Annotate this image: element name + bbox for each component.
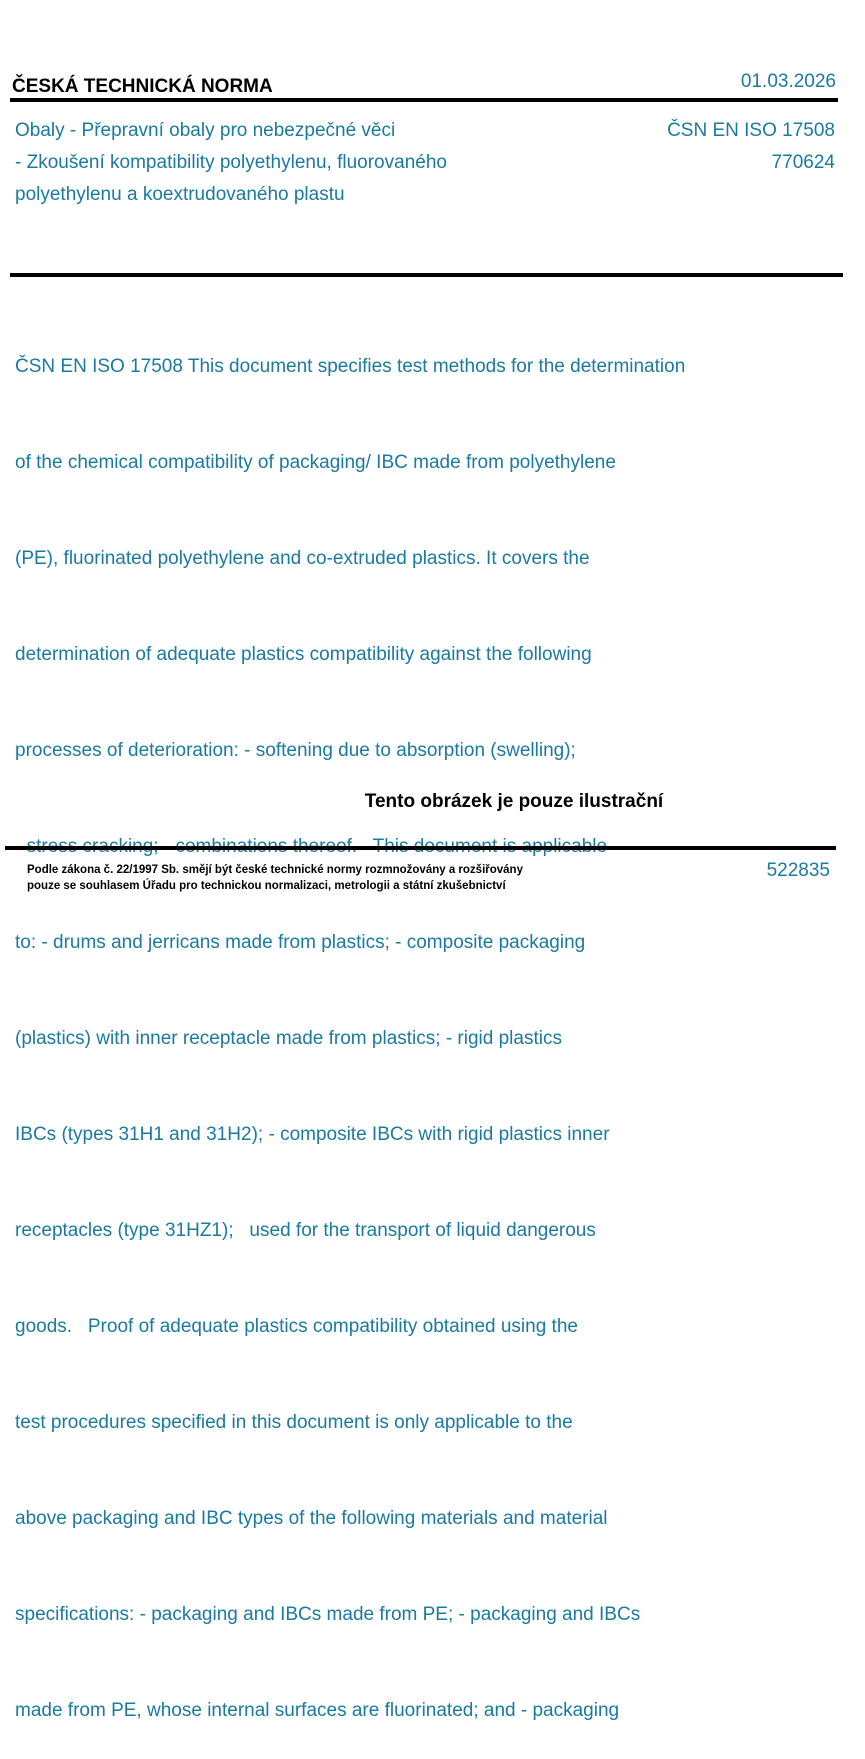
abstract-line: made from PE, whose internal surfaces are fluorinated; and - packaging — [15, 1700, 620, 1721]
legal-notice-line: pouze se souhlasem Úřadu pro technickou normalizaci, metrologii a státní zkušebnictví — [27, 880, 506, 892]
legal-notice-line: Podle zákona č. 22/1997 Sb. smějí být české technické normy rozmnožovány a rozšiřovány — [27, 864, 523, 876]
abstract-line: ČSN EN ISO 17508 This document specifies test methods for the determination — [15, 356, 686, 377]
abstract-line: determination of adequate plastics compatibility against the following — [15, 644, 592, 665]
abstract-line: to: - drums and jerricans made from plastics; - composite packaging — [15, 932, 586, 953]
footer-divider — [5, 846, 836, 850]
document-number: 522835 — [766, 860, 830, 881]
abstract-line: specifications: - packaging and IBCs made from PE; - packaging and IBCs — [15, 1604, 641, 1625]
standard-title-line: Obaly - Přepravní obaly pro nebezpečné věci — [15, 120, 396, 141]
classification-code: 770624 — [771, 152, 835, 173]
standard-title-line: - Zkoušení kompatibility polyethylenu, fluorovaného — [15, 152, 447, 173]
abstract-line: above packaging and IBC types of the following materials and material — [15, 1508, 608, 1529]
standard-title — [15, 115, 545, 211]
abstract-line: (plastics) with inner receptacle made from plastics; - rigid plastics — [15, 1028, 562, 1049]
standard-title-line: polyethylenu a koextrudovaného plastu — [15, 184, 345, 205]
legal-notice — [27, 862, 587, 894]
header-divider — [10, 98, 838, 102]
abstract-line: IBCs (types 31H1 and 31H2); - composite IBCs with rigid plastics inner — [15, 1124, 610, 1145]
abstract-line: receptacles (type 31HZ1); used for the transport of liquid dangerous — [15, 1220, 596, 1241]
publication-date: 01.03.2026 — [740, 71, 836, 92]
section-divider — [10, 273, 843, 277]
document-header-title: ČESKÁ TECHNICKÁ NORMA — [12, 76, 273, 97]
abstract-text — [15, 287, 805, 1759]
abstract-line: goods. Proof of adequate plastics compatibility obtained using the — [15, 1316, 578, 1337]
abstract-line: (PE), fluorinated polyethylene and co-extruded plastics. It covers the — [15, 548, 590, 569]
illustration-notice: Tento obrázek je pouze ilustrační — [364, 791, 664, 812]
abstract-line: of the chemical compatibility of packaging/ IBC made from polyethylene — [15, 452, 616, 473]
standard-identifiers — [667, 115, 835, 179]
abstract-line: processes of deterioration: - softening due to absorption (swelling); — [15, 740, 576, 761]
abstract-line: test procedures specified in this document is only applicable to the — [15, 1412, 573, 1433]
standard-designation: ČSN EN ISO 17508 — [667, 120, 835, 141]
